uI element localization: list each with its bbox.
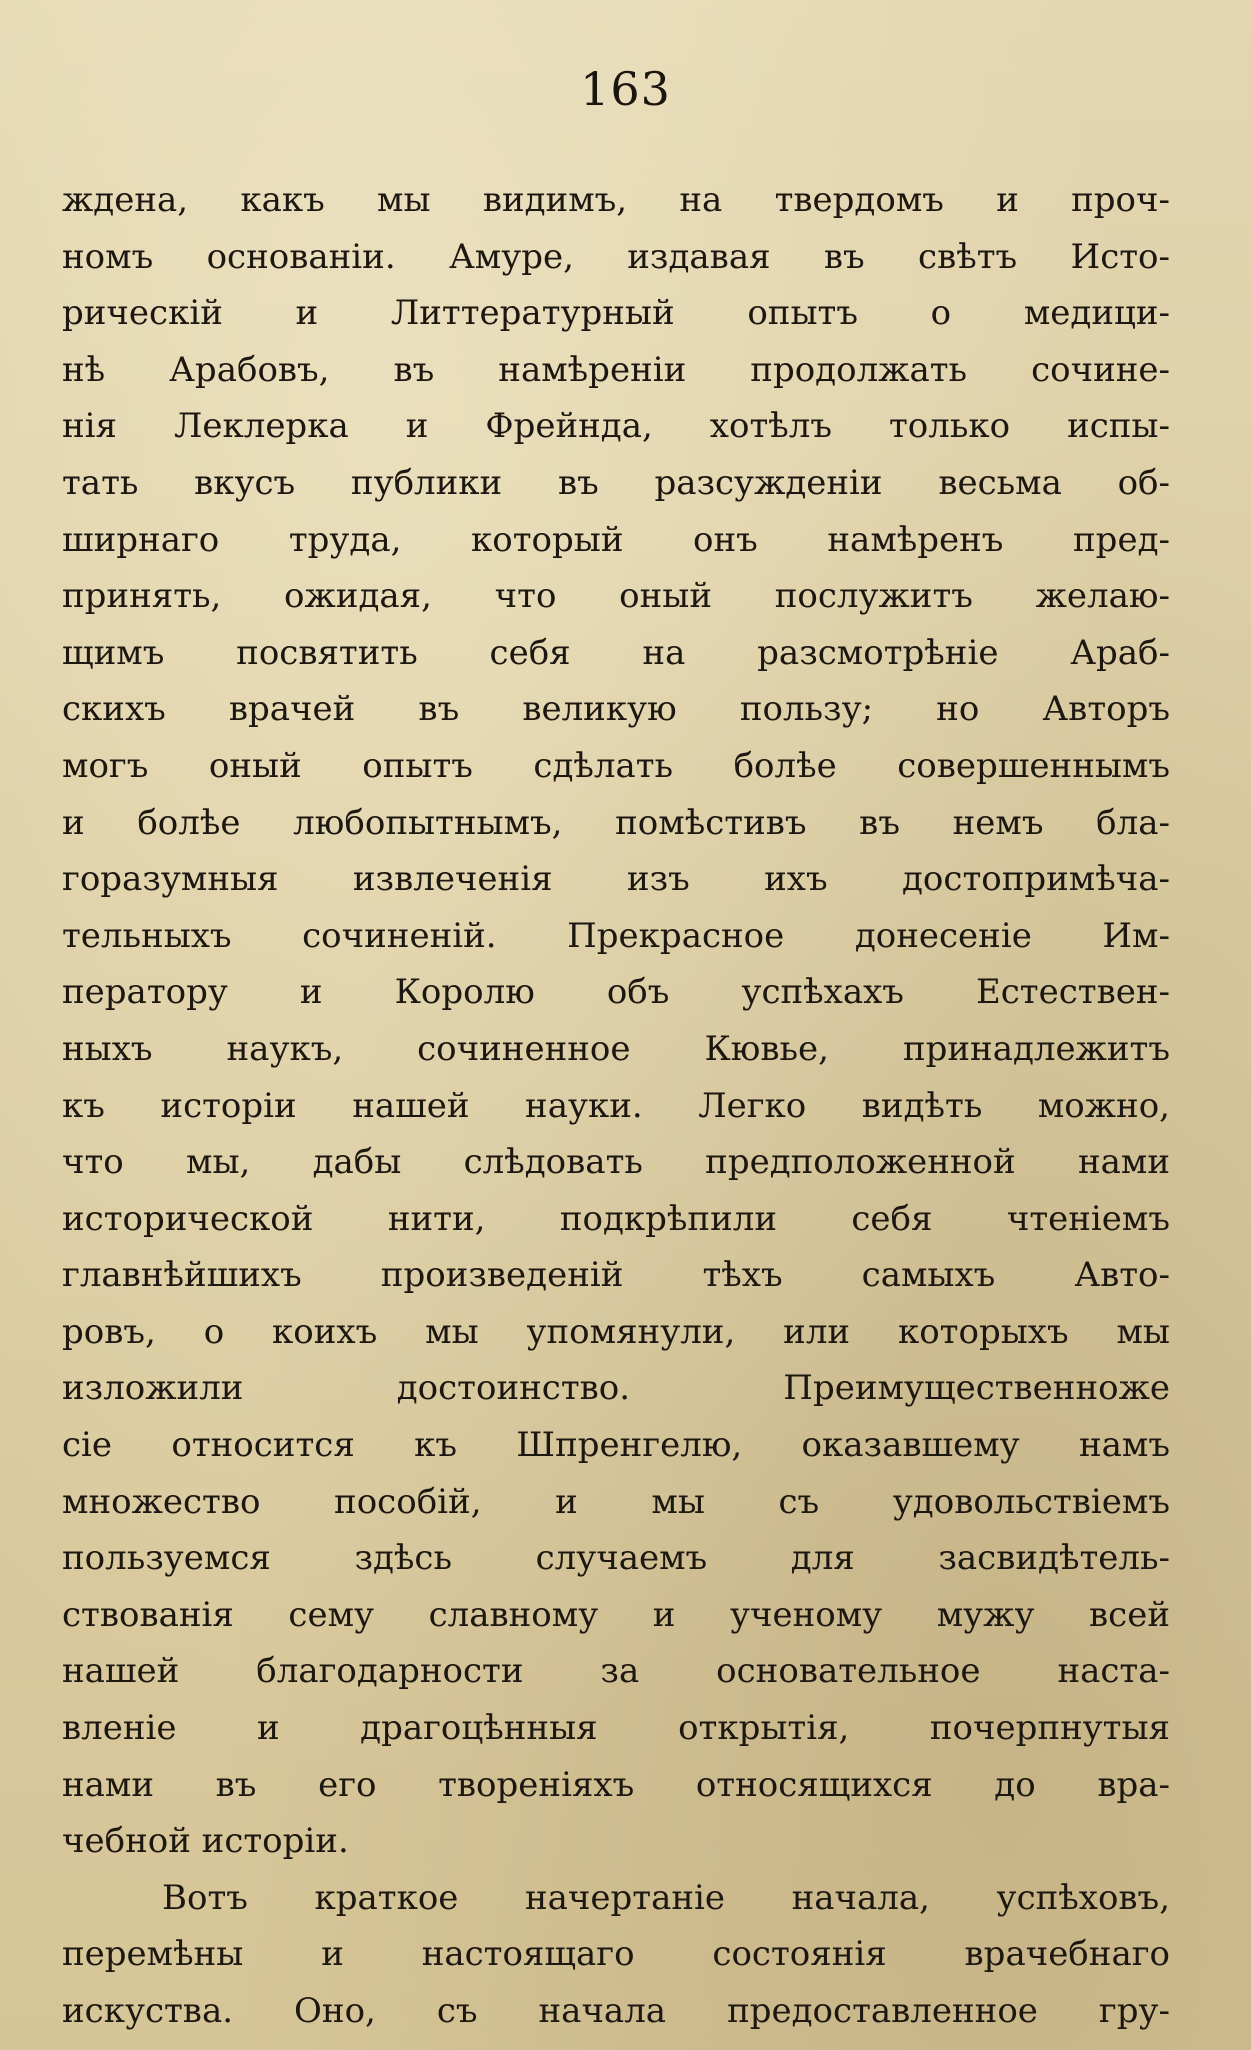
text-line: нѣ Арабовъ, въ намѣреніи продолжать сочине- <box>62 349 1170 390</box>
body-text <box>62 172 1170 2040</box>
text-line: и болѣе любопытнымъ, помѣстивъ въ немъ бла- <box>62 802 1170 843</box>
text-line: тельныхъ сочиненій. Прекрасное донесеніе Им- <box>62 915 1170 956</box>
text-line: ширнаго труда, который онъ намѣренъ пред- <box>62 519 1170 560</box>
text-line: исторической нити, подкрѣпили себя чтеніемъ <box>62 1198 1170 1239</box>
text-line: принять, ожидая, что оный послужитъ желаю- <box>62 576 1170 617</box>
text-line: Вотъ краткое начертаніе начала, успѣховъ, <box>162 1877 1170 1918</box>
text-line: чебной исторіи. <box>62 1821 349 1862</box>
text-line: искуства. Оно, съ начала предоставленное гру- <box>62 1991 1170 2031</box>
text-line: могъ оный опытъ сдѣлать болѣе совершеннымъ <box>62 745 1170 786</box>
text-line: пользуемся здѣсь случаемъ для засвидѣтель- <box>62 1538 1170 1579</box>
text-line: нія Леклерка и Фрейнда, хотѣлъ только испы- <box>62 406 1170 447</box>
text-line: ждена, какъ мы видимъ, на твердомъ и проч- <box>62 180 1170 220</box>
text-line: номъ основаніи. Амуре, издавая въ свѣтъ Исто- <box>62 236 1170 277</box>
text-line: изложили достоинство. Преимущественноже <box>62 1368 1170 1409</box>
text-line: ныхъ наукъ, сочиненное Кювье, принадлежитъ <box>62 1028 1170 1069</box>
text-line: сіе относится къ Шпренгелю, оказавшему намъ <box>62 1425 1170 1466</box>
text-line: вленіе и драгоцѣнныя открытія, почерпнутыя <box>62 1708 1170 1749</box>
text-line: къ исторіи нашей науки. Легко видѣть можно, <box>62 1085 1170 1126</box>
text-line: ровъ, о коихъ мы упомянули, или которыхъ мы <box>62 1311 1170 1352</box>
text-line: нами въ его твореніяхъ относящихся до вра- <box>62 1764 1170 1805</box>
text-line: множество пособій, и мы съ удовольствіемъ <box>62 1481 1170 1522</box>
text-line: нашей благодарности за основательное наста- <box>62 1651 1170 1692</box>
text-line: перемѣны и настоящаго состоянія врачебнаго <box>62 1934 1170 1975</box>
text-line: ствованія сему славному и ученому мужу всей <box>62 1594 1170 1635</box>
text-line: щимъ посвятить себя на разсмотрѣніе Араб- <box>62 632 1170 673</box>
text-line: рическій и Литтературный опытъ о медици- <box>62 293 1170 334</box>
text-line: ператору и Королю объ успѣхахъ Естествен- <box>62 972 1170 1013</box>
text-line: главнѣйшихъ произведеній тѣхъ самыхъ Авто- <box>62 1255 1170 1296</box>
text-line: что мы, дабы слѣдовать предположенной нами <box>62 1142 1170 1183</box>
text-line: тать вкусъ публики въ разсужденіи весьма об- <box>62 462 1170 503</box>
text-line: скихъ врачей въ великую пользу; но Авторъ <box>62 689 1170 730</box>
text-line: горазумныя извлеченія изъ ихъ достопримѣча- <box>62 859 1170 900</box>
page-number: 163 <box>580 62 671 116</box>
